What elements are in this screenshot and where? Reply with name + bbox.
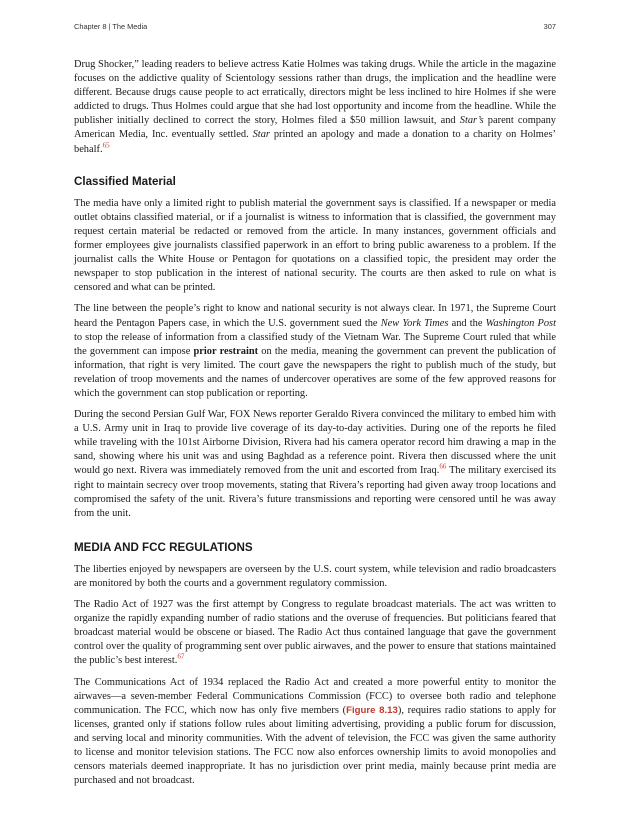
figure-link-8-13[interactable]: Figure 8.13 xyxy=(346,704,398,716)
paragraph-radio-act: The Radio Act of 1927 was the first attempt by Congress to regulate broadcast materials. The act was written to organize the rapidly expanding number of radio stations and the overuse of frequencies. But politicians feared that broadcast material would be obscene or biased. The Radio Act thus contained language that gave the government control over the quality of programming sent over public airwaves, and the power to ensure that stations maintained the public’s best interest.$^{67}$ xyxy=(74,599,556,667)
section-heading-fcc: MEDIA AND FCC REGULATIONS xyxy=(74,540,253,554)
subheading-classified-material: Classified Material xyxy=(74,174,176,188)
paragraph-rivera: During the second Persian Gulf War, FOX News reporter Geraldo Rivera convinced the military to embed him with a U.S. Army unit in Iraq to provide live coverage of its day-to-day activities. During one of the reports he filed while traveling with the 101st Airborne Division, Rivera had his camera operator record him drawing a map in the sand, showing where his unit was and using Baghdad as a reference point. Rivera then discussed where the unit would go next. Rivera was immediately removed from the unit and escorted from Iraq.$^{66}$ The military exercised its right to maintain secrecy over troop movements, stating that Rivera’s reporting had given away troop locations and compromised the safety of the unit. Rivera’s future transmissions and reporting were censored until he was away from the unit. xyxy=(74,409,556,519)
paragraph-pentagon-papers: The line between the people’s right to know and national security is not always clear. In 1971, the Supreme Court heard the Pentagon Papers case, in which the U.S. government sued the New York Times and the Washington Post to stop the release of information from a classified study of the Vietnam War. The Supreme Court ruled that while the government can impose prior restraint on the media, meaning the government can prevent the publication of information, that right is very limited. The court gave the newspapers the right to publish much of the study, but revelation of troop movements and the names of undercover operatives are some of the few approved reasons for which the government can stop publication or reporting. xyxy=(74,303,556,399)
paragraph-communications-act: The Communications Act of 1934 replaced the Radio Act and created a more powerful entity to monitor the airwaves—a seven-member Federal Communications Commission (FCC) to oversee both radio and telephone communication. The FCC, which now has only five members (Figure 8.13), requires radio stations to apply for licenses, granted only if stations follow rules about limiting advertising, providing a public forum for discussion, and serving local and minority communities. With the advent of television, the FCC was given the same authority to license and monitor television stations. The FCC now also enforces ownership limits to avoid monopolies and censors materials deemed inappropriate. It has no jurisdiction over print media, mainly because print media are purchased and not broadcast. xyxy=(74,676,556,787)
page-body xyxy=(74,58,556,795)
key-term-prior-restraint: prior restraint xyxy=(193,345,259,357)
footnote-link-65[interactable]: 65 xyxy=(102,141,110,150)
footnote-link-66[interactable]: 66 xyxy=(439,462,447,471)
paragraph-classified-intro: The media have only a limited right to publish material the government says is classified. If a newspaper or media outlet obtains classified material, or if a journalist is witness to information that is classified, the government may request certain material be redacted or removed from the article. In many instances, government officials and former employees give journalists classified paperwork in an effort to bring public awareness to a problem. If the journalist calls the White House or Pentagon for quotations on a classified topic, the president may order the newspaper to stop publication in the interest of national security. The courts are then asked to rule on what is censored and what can be printed. xyxy=(74,197,556,294)
running-header xyxy=(74,22,556,36)
footnote-link-67[interactable]: 67 xyxy=(177,653,185,661)
paragraph-holmes-continued: Drug Shocker,” leading readers to believe actress Katie Holmes was taking drugs. While the article in the magazine focuses on the addictive quality of Scientology sessions rather than drugs, the implication and the headline were different. Because drugs cause people to act erratically, directors might be less inclined to hire Holmes if she were addicted to drugs. Thus Holmes could argue that she had lost opportunity and income from the headline. While the publisher initially declined to correct the story, Holmes filed a $50 million lawsuit, and Star’s parent company American Media, Inc. eventually settled. Star printed an apology and made a donation to a charity on Holmes’ behalf.$^{65}$ xyxy=(74,59,556,155)
paragraph-fcc-intro: The liberties enjoyed by newspapers are overseen by the U.S. court system, while television and radio broadcasters are monitored by both the courts and a government regulatory commission. xyxy=(74,563,556,589)
chapter-title: Chapter 8 | The Media xyxy=(74,22,148,31)
page-number: 307 xyxy=(543,22,556,31)
